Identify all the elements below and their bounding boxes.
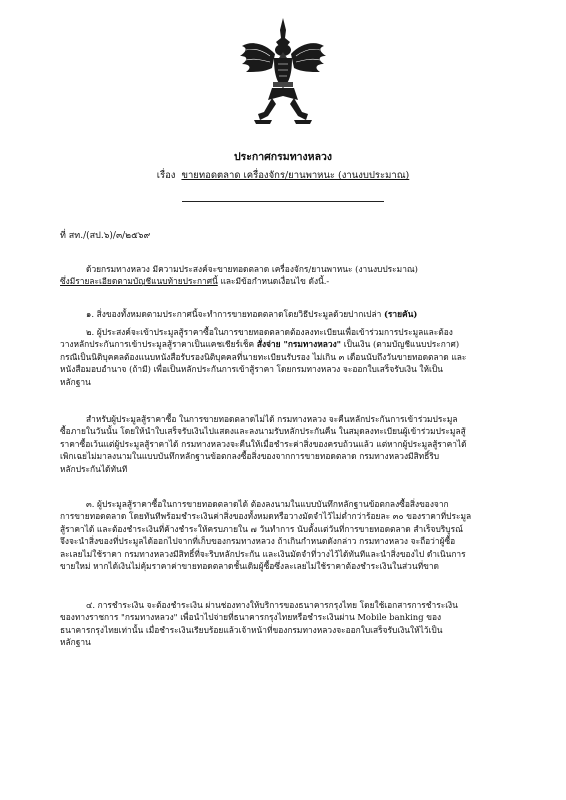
refund-line-4: เพิกเฉยไม่มาลงนามในแบบบันทึกหลักฐานข้อตกลงซื้อสิ่งของจากการขายทอดตลาด กรมทางหลวงมีสิทธิ์ริบ [60,451,440,462]
clause-2-line-2-pre: วางหลักประกันการเข้าประมูลสู้ราคาเป็นแคชเชียร์เช็ค [60,339,257,350]
announcement-title: ประกาศกรมทางหลวง [233,151,333,163]
refund-line-1: สำหรับผู้ประมูลสู้ราคาซื้อ ในการขายทอดตลาดไม่ได้ กรมทางหลวง จะคืนหลักประกันการเข้าร่วมประมูล [86,414,458,424]
clause-2-line-4: หนังสือมอบอำนาจ (ถ้ามี) เพื่อเป็นหลักประกันการเข้าสู้ราคา โดยกรมทางหลวง จะออกใบเสร็จรับเงิน ให้เป็น [60,364,443,375]
clause-3-line-4: จึงจะนำสิ่งของที่ประมูลได้ออกไปจากที่เก็บของกรมทางหลวง ถ้าเกินกำหนดดังกล่าว กรมทางหลวง จะถือว่าผู้ซื้อ [60,536,456,547]
clause-1 [60,308,520,320]
clause-2-line-2-post: เป็นเงิน (ตามบัญชีแนบประกาศ) [341,339,460,350]
subject-text: ขายทอดตลาด เครื่องจักร/ยานพาหนะ (งานงบประมาณ) [181,170,410,181]
clause-2-line-1: ๒. ผู้ประสงค์จะเข้าประมูลสู้ราคาซื้อในการขายทอดตลาดต้องลงทะเบียนเพื่อเข้าร่วมการประมูลและต้อง [86,327,453,337]
clause-3-line-3: สู้ราคาได้ และต้องชำระเงินที่ค้างชำระให้ครบภายใน ๗ วันทำการ นับตั้งแต่วันที่การขายทอดตลาด สำเร็จบริบูรณ์ [60,523,463,534]
intro-line-1: ด้วยกรมทางหลวง มีความประสงค์จะขายทอดตลาด เครื่องจักร/ยานพาหนะ (งานงบประมาณ) [86,264,418,274]
clause-4-line-1: ๔. การชำระเงิน จะต้องชำระเงิน ผ่านช่องทางให้บริการของธนาคารกรุงไทย โดยใช้เอกสารการชำระเงิน [86,600,458,610]
clause-3-line-5: ละเลยไม่ใช้ราคา กรมทางหลวงมีสิทธิ์ที่จะริบหลักประกัน และเงินมัดจำที่วางไว้ได้ทันทีและนำสิ่งของไป ดำเนินการ [60,548,466,559]
clause-2-payee: สั่งจ่าย "กรมทางหลวง" [256,339,342,350]
subject-label: เรื่อง [156,170,176,181]
clause-3-line-1: ๓. ผู้ประมูลสู้ราคาซื้อในการขายทอดตลาดได้ ต้องลงนามในแบบบันทึกหลักฐานข้อตกลงซื้อสิ่งของจาก [86,499,449,509]
refund-line-2: ซื้อภายในวันนั้น โดยให้นำใบเสร็จรับเงินไปแสดงและลงนามรับหลักประกันคืน ในสมุดลงทะเบียนผู้เข้าร่วมประมูลสู้ [60,426,466,437]
clause-3-line-6: ขายใหม่ หากได้เงินไม่คุ้มราคาค่าขายทอดตลาดชั้นเดิมผู้ซื้อซึ่งละเลยไม่ใช้ราคาต้องชำระเงินในส่วนที่ขาด [60,560,439,571]
clause-3-line-2: การขายทอดตลาด โดยทันทีพร้อมชำระเงินค่าสิ่งของทั้งหมดหรือวางมัดจำไว้ไม่ต่ำกว่าร้อยละ ๓๐ ของราคาที่ประมูล [60,511,472,522]
refund-line-3: ราคาซื้อเว้นแต่ผู้ประมูลสู้ราคาได้ กรมทางหลวงจะคืนให้เมื่อชำระค่าสิ่งของครบถ้วนแล้ว แต่หากผู้ประมูลสู้ราคาได้ [60,438,467,449]
refund-paragraph [60,413,520,475]
clause-2 [60,326,520,388]
clause-2-line-2 [60,338,520,350]
clause-3 [60,498,520,572]
clause-4-line-2: ของทางราชการ "กรมทางหลวง" เพื่อนำไปจ่ายที่ธนาคารกรุงไทยหรือชำระเงินผ่าน Mobile banking ของ [60,612,442,623]
clause-4 [60,599,520,649]
title-divider [182,201,384,202]
clause-1-bold: (รายคัน) [383,309,418,319]
clause-4-line-3: ธนาคารกรุงไทยเท่านั้น เมื่อชำระเงินเรียบร้อยแล้วเจ้าหน้าที่ของกรมทางหลวงจะออกใบเสร็จรับเงินให้ไว้เป็น [60,624,443,635]
reference-number: ที่ สท./(สป.๖)/๓/๒๕๖๙ [60,231,151,241]
refund-line-5: หลักประกันได้ทันที [60,463,128,474]
subject-line [0,170,566,182]
intro-attachment-ref: ซึ่งมีรายละเอียดตามบัญชีแนบท้ายประกาศนี้ [60,276,218,287]
intro-conditions: และมีข้อกำหนดเงื่อนไข ดังนี้.- [217,276,330,287]
clause-4-line-4: หลักฐาน [60,637,91,648]
intro-line-2 [60,275,520,287]
garuda-emblem [238,16,328,128]
clause-2-line-5: หลักฐาน [60,376,91,387]
clause-1-text: ๑. สิ่งของทั้งหมดตามประกาศนี้จะทำการขายทอดตลาดโดยวิธีประมูลด้วยปากเปล่า [86,309,384,319]
clause-1-line [60,308,520,320]
clause-2-line-3: กรณีเป็นนิติบุคคลต้องแนบหนังสือรับรองนิติบุคคลที่นายทะเบียนรับรอง ไม่เกิน ๓ เดือนนับถึงวันขายทอดตลาด และ [60,351,467,362]
intro-paragraph [60,263,520,288]
